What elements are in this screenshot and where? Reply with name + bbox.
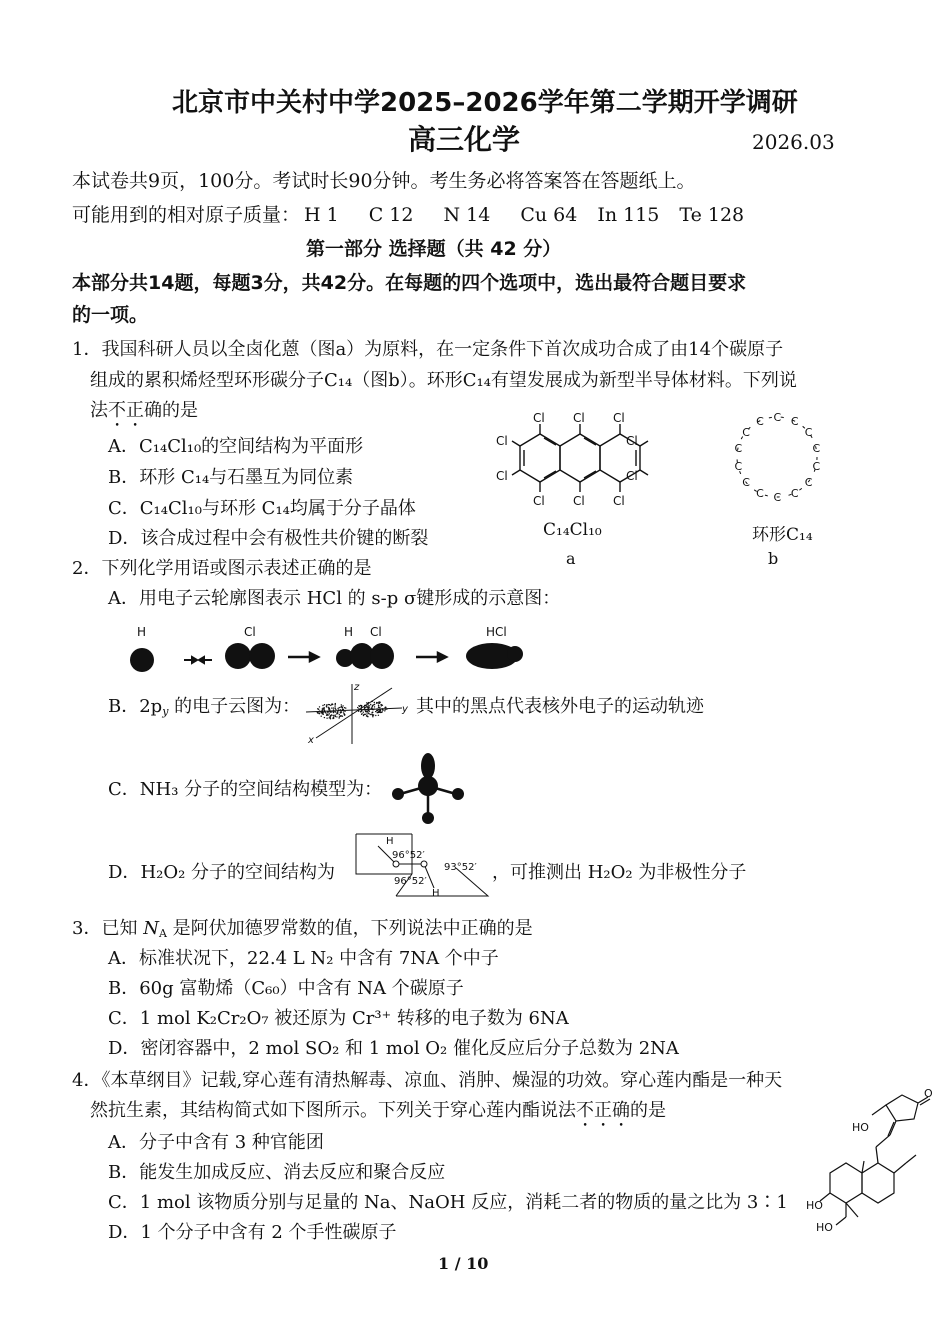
electron-dot xyxy=(373,714,374,715)
q1-line3-pre: 法 xyxy=(90,400,108,421)
electron-dot xyxy=(323,714,324,715)
cl-label: Cl xyxy=(613,411,625,425)
electron-dot xyxy=(335,704,336,705)
electron-dot xyxy=(329,713,330,714)
electron-dot xyxy=(378,705,379,706)
electron-dot xyxy=(343,713,344,714)
q4-emphasis: 不正确 xyxy=(576,1100,630,1121)
angle-label: 96°52′ xyxy=(394,876,427,887)
mass-h: H 1 xyxy=(304,204,339,226)
electron-dot xyxy=(372,706,373,707)
electron-dot xyxy=(333,709,334,710)
q2-option-b-post: 其中的黑点代表核外电子的运动轨迹 xyxy=(416,696,704,717)
q4-line2-post: 的是 xyxy=(630,1100,666,1121)
h-label: H xyxy=(137,625,147,639)
q3-option-b-text: 60g 富勒烯（C₆₀）中含有 NA 个碳原子 xyxy=(139,978,464,999)
fig-b-label: b xyxy=(768,549,779,568)
q1-emphasis: 不正 xyxy=(108,400,144,421)
q1-option-d xyxy=(108,524,428,550)
electron-dot xyxy=(384,710,385,711)
electron-dot xyxy=(324,711,325,712)
q4-option-a-text: 分子中含有 3 种官能团 xyxy=(139,1132,324,1153)
q2-option-d-post: ，可推测出 H₂O₂ 为非极性分子 xyxy=(492,862,747,883)
electron-dot xyxy=(341,704,342,705)
exam-date: 2026.03 xyxy=(752,130,835,154)
electron-dot xyxy=(377,710,378,711)
hcl-label: HCl xyxy=(486,625,507,639)
electron-dot xyxy=(337,708,338,709)
electron-dot xyxy=(331,703,332,704)
electron-dot xyxy=(321,712,322,713)
electron-dot xyxy=(330,715,331,716)
h-atom-label: H xyxy=(386,836,394,847)
atomic-masses-label: 可能用到的相对原子质量： xyxy=(72,204,301,226)
carbon-atom-label: C xyxy=(804,475,813,489)
anthracene-structure-figure xyxy=(490,408,650,518)
electron-dot xyxy=(372,705,373,706)
q2-option-d-label: D． xyxy=(108,862,141,883)
electron-dot xyxy=(317,708,318,709)
h2o2-structure-figure xyxy=(352,830,492,902)
cl-label: Cl xyxy=(370,625,382,639)
carbon-atom-label: C xyxy=(790,415,799,428)
q1-stem-line1: 1．我国科研人员以全卤化蒽（图a）为原料，在一定条件下首次成功合成了由14个碳原子 xyxy=(72,339,784,360)
q4-line2-pre: 然抗生素，其结构简式如下图所示。下列关于穿心莲内酯说法 xyxy=(90,1100,576,1121)
electron-dot xyxy=(380,704,381,705)
electron-dot xyxy=(376,708,377,709)
electron-dot xyxy=(359,706,360,707)
electron-dot xyxy=(336,716,337,717)
carbon-atom-label: C xyxy=(756,487,764,500)
q4-stem-line1: 4．《本草纲目》记载,穿心莲有清热解毒、凉血、消肿、燥湿的功效。穿心莲内酯是一种天 xyxy=(72,1070,783,1091)
electron-dot xyxy=(329,707,330,708)
electron-dot xyxy=(365,707,366,708)
electron-dot xyxy=(317,712,318,713)
q1-line3-post: 确的是 xyxy=(144,400,198,421)
electron-dot xyxy=(371,701,372,702)
q2-option-b-sub: y xyxy=(162,705,169,718)
q3-option-b-label: B． xyxy=(108,978,140,999)
electron-dot xyxy=(321,710,322,711)
electron-dot xyxy=(340,715,341,716)
electron-dot xyxy=(374,704,375,705)
q1-option-b-label: B． xyxy=(108,467,140,488)
q4-option-b-text: 能发生加成反应、消去反应和聚合反应 xyxy=(139,1162,446,1183)
electron-dot xyxy=(376,702,377,703)
electron-dot xyxy=(370,714,371,715)
electron-dot xyxy=(374,708,375,709)
electron-dot xyxy=(368,704,369,705)
q3-option-d xyxy=(108,1034,679,1060)
q3-option-a-text: 标准状况下，22.4 L N₂ 中含有 7NA 个中子 xyxy=(139,948,499,969)
electron-dot xyxy=(371,714,372,715)
cl-label: Cl xyxy=(626,434,638,448)
q1-option-b xyxy=(108,463,353,489)
electron-dot xyxy=(330,705,331,706)
cyclocarbon-ring-figure xyxy=(722,402,832,512)
electron-dot xyxy=(367,716,368,717)
q4-option-b xyxy=(108,1158,445,1184)
electron-dot xyxy=(364,709,365,710)
carbon-atom-label: C xyxy=(812,459,821,473)
q1-option-d-label: D． xyxy=(108,528,141,549)
electron-dot xyxy=(367,711,368,712)
q2-option-a-label: A． xyxy=(108,588,139,609)
fig-b-formula: 环形C₁₄ xyxy=(752,525,813,545)
q2-option-d-text: H₂O₂ 分子的空间结构为 xyxy=(140,862,336,883)
electron-dot xyxy=(340,707,341,708)
electron-dot xyxy=(330,718,331,719)
q3-option-c-label: C． xyxy=(108,1008,140,1029)
electron-dot xyxy=(342,716,343,717)
q1-option-d-text: 该合成过程中会有极性共价键的断裂 xyxy=(140,528,429,549)
electron-dot xyxy=(367,703,368,704)
electron-dot xyxy=(323,712,324,713)
electron-dot xyxy=(329,704,330,705)
electron-dot xyxy=(361,713,362,714)
page-number: 1 / 10 xyxy=(438,1254,489,1273)
o-label: O xyxy=(924,1087,933,1100)
electron-dot xyxy=(366,713,367,714)
electron-dot xyxy=(362,709,363,710)
fig-a-label: a xyxy=(566,549,576,568)
electron-dot xyxy=(358,710,359,711)
electron-dot xyxy=(360,705,361,706)
electron-dot xyxy=(364,707,365,708)
electron-dot xyxy=(379,707,380,708)
q3-na: N xyxy=(143,918,159,939)
electron-dot xyxy=(368,712,369,713)
q1-option-a xyxy=(108,432,363,458)
carbon-atom-label: C xyxy=(734,442,743,456)
q1-stem-line3 xyxy=(90,396,198,431)
q4-option-a-label: A． xyxy=(108,1132,139,1153)
electron-dot xyxy=(326,704,327,705)
electron-dot xyxy=(320,711,321,712)
carbon-atom-label: C xyxy=(812,442,821,456)
electron-dot xyxy=(321,716,322,717)
electron-dot xyxy=(375,711,376,712)
carbon-atom-label: C xyxy=(742,426,750,440)
electron-dot xyxy=(335,709,336,710)
electron-dot xyxy=(378,715,379,716)
electron-dot xyxy=(325,712,326,713)
electron-dot xyxy=(333,711,334,712)
electron-dot xyxy=(332,711,333,712)
electron-dot xyxy=(338,709,339,710)
electron-dot xyxy=(365,705,366,706)
ho-label: HO xyxy=(806,1199,823,1212)
cl-label: Cl xyxy=(626,469,638,483)
cl-label: Cl xyxy=(244,625,256,639)
carbon-atom-label: C xyxy=(756,415,764,428)
electron-dot xyxy=(333,717,334,718)
q2-option-b xyxy=(108,692,300,718)
electron-dot xyxy=(370,704,371,705)
atomic-masses xyxy=(72,200,744,227)
electron-dot xyxy=(377,712,378,713)
intro-line: 本试卷共9页，100分。考试时长90分钟。考生务必将答案答在答题纸上。 xyxy=(72,170,696,192)
electron-dot xyxy=(329,711,330,712)
q2-option-a-text: 用电子云轮廓图表示 HCl 的 s-p σ键形成的示意图： xyxy=(139,588,561,609)
q1-option-b-text: 环形 C₁₄与石墨互为同位素 xyxy=(139,467,354,488)
q1-option-c xyxy=(108,494,416,520)
electron-dot xyxy=(378,709,379,710)
carbon-atom-label: C xyxy=(804,426,813,440)
electron-dot xyxy=(378,707,379,708)
electron-dot xyxy=(343,711,344,712)
electron-dot xyxy=(327,714,328,715)
q3-option-a xyxy=(108,944,499,970)
electron-dot xyxy=(343,709,344,710)
electron-cloud-diagram xyxy=(120,622,540,678)
electron-dot xyxy=(331,707,332,708)
q3-option-c-text: 1 mol K₂Cr₂O₇ 被还原为 Cr³⁺ 转移的电子数为 6NA xyxy=(139,1008,569,1029)
electron-dot xyxy=(336,713,337,714)
carbon-atom-label: C xyxy=(773,411,782,424)
electron-dot xyxy=(360,711,361,712)
electron-dot xyxy=(372,712,373,713)
electron-dot xyxy=(358,708,359,709)
cl-label: Cl xyxy=(533,411,545,425)
mass-te: Te 128 xyxy=(679,204,745,226)
electron-dot xyxy=(369,711,370,712)
electron-dot xyxy=(334,707,335,708)
electron-dot xyxy=(322,705,323,706)
q3-option-d-label: D． xyxy=(108,1038,141,1059)
q3-stem xyxy=(72,914,533,940)
q2-option-a xyxy=(108,584,560,610)
electron-dot xyxy=(337,712,338,713)
electron-dot xyxy=(332,715,333,716)
cl-label: Cl xyxy=(613,494,625,508)
electron-dot xyxy=(378,702,379,703)
x-axis-label: x xyxy=(308,735,314,746)
electron-dot xyxy=(367,706,368,707)
electron-dot xyxy=(324,704,325,705)
electron-dot xyxy=(385,707,386,708)
part1-instruction-line2: 的一项。 xyxy=(72,304,149,326)
ho-label: HO xyxy=(816,1221,833,1234)
cl-label: Cl xyxy=(573,411,585,425)
part1-instruction-line1: 本部分共14题，每题3分，共42分。在每题的四个选项中，选出最符合题目要求 xyxy=(72,272,747,294)
q3-option-a-label: A． xyxy=(108,948,139,969)
cl-label: Cl xyxy=(496,469,508,483)
electron-dot xyxy=(333,707,334,708)
q1-stem-line2: 组成的累积烯烃型环形碳分子C₁₄（图b）。环形C₁₄有望发展成为新型半导体材料。下列说 xyxy=(90,370,797,391)
q2-option-c-label: C． xyxy=(108,779,140,800)
electron-dot xyxy=(319,706,320,707)
q2-option-b-label: B． xyxy=(108,696,140,717)
electron-dot xyxy=(326,706,327,707)
electron-dot xyxy=(329,716,330,717)
mass-in: In 115 xyxy=(597,204,660,226)
electron-dot xyxy=(319,712,320,713)
electron-dot xyxy=(324,709,325,710)
electron-dot xyxy=(344,711,345,712)
cl-label: Cl xyxy=(533,494,545,508)
cl-label: Cl xyxy=(496,434,508,448)
h-label: H xyxy=(344,625,354,639)
q4-option-c-label: C． xyxy=(108,1192,140,1213)
electron-dot xyxy=(334,705,335,706)
q4-option-d-label: D． xyxy=(108,1222,141,1243)
exam-title: 北京市中关村中学2025–2026学年第二学期开学调研 xyxy=(172,88,798,118)
q4-option-d xyxy=(108,1218,397,1244)
part1-heading: 第一部分 选择题（共 42 分） xyxy=(306,238,562,260)
electron-dot xyxy=(382,705,383,706)
electron-dot xyxy=(364,714,365,715)
electron-dot xyxy=(342,705,343,706)
q3-option-c xyxy=(108,1004,569,1030)
electron-dot xyxy=(382,709,383,710)
q4-option-d-text: 1 个分子中含有 2 个手性碳原子 xyxy=(140,1222,397,1243)
electron-dot xyxy=(385,709,386,710)
electron-dot xyxy=(335,716,336,717)
q1-option-c-label: C． xyxy=(108,498,140,519)
h-atom-label: H xyxy=(432,888,440,899)
electron-dot xyxy=(342,707,343,708)
electron-dot xyxy=(375,715,376,716)
electron-dot xyxy=(339,714,340,715)
carbon-atom-label: C xyxy=(790,487,799,500)
q1-option-c-text: C₁₄Cl₁₀与环形 C₁₄均属于分子晶体 xyxy=(139,498,416,519)
q2-option-c-text: NH₃ 分子的空间结构模型为： xyxy=(139,779,383,800)
electron-dot xyxy=(374,706,375,707)
electron-dot xyxy=(345,707,346,708)
electron-dot xyxy=(319,710,320,711)
y-axis-label: y xyxy=(402,704,408,715)
q3-stem-pre: 3．已知 xyxy=(72,918,144,939)
q1-option-a-label: A． xyxy=(108,436,139,457)
electron-dot xyxy=(360,708,361,709)
electron-dot xyxy=(357,707,358,708)
q2-stem: 2．下列化学用语或图示表述正确的是 xyxy=(72,558,372,579)
q3-na-sub: A xyxy=(158,927,167,940)
electron-dot xyxy=(335,714,336,715)
electron-dot xyxy=(329,710,330,711)
q2-option-b-mid: 的电子云图为： xyxy=(168,696,301,717)
mass-c: C 12 xyxy=(368,204,414,226)
q3-option-d-text: 密闭容器中，2 mol SO₂ 和 1 mol O₂ 催化反应后分子总数为 2NA xyxy=(140,1038,679,1059)
electron-dot xyxy=(379,702,380,703)
angle-label: 93°52′ xyxy=(444,862,477,873)
q1-option-a-text: C₁₄Cl₁₀的空间结构为平面形 xyxy=(139,436,364,457)
q3-stem-post: 是阿伏加德罗常数的值，下列说法中正确的是 xyxy=(166,918,533,939)
electron-dot xyxy=(335,711,336,712)
electron-dot xyxy=(381,705,382,706)
mass-cu: Cu 64 xyxy=(520,204,578,226)
q2-option-b-pre: 2p xyxy=(139,696,163,717)
electron-dot xyxy=(324,707,325,708)
electron-dot xyxy=(372,708,373,709)
nh3-model-figure xyxy=(378,750,478,830)
electron-dot xyxy=(386,709,387,710)
electron-dot xyxy=(369,707,370,708)
2py-cloud-figure xyxy=(296,680,412,748)
electron-dot xyxy=(340,709,341,710)
electron-dot xyxy=(366,715,367,716)
angle-label: 96°52′ xyxy=(392,850,425,861)
electron-dot xyxy=(374,702,375,703)
cl-label: Cl xyxy=(573,494,585,508)
electron-dot xyxy=(326,718,327,719)
electron-dot xyxy=(339,707,340,708)
q4-stem-line2 xyxy=(90,1096,666,1131)
electron-dot xyxy=(344,707,345,708)
electron-dot xyxy=(324,717,325,718)
carbon-atom-label: C xyxy=(742,475,750,489)
carbon-atom-label: C xyxy=(734,459,743,473)
electron-dot xyxy=(369,705,370,706)
q4-option-b-label: B． xyxy=(108,1162,140,1183)
electron-dot xyxy=(367,708,368,709)
andrographolide-structure-figure xyxy=(806,1085,946,1245)
electron-dot xyxy=(328,711,329,712)
z-axis-label: z xyxy=(354,682,360,693)
q2-option-d xyxy=(108,858,335,884)
subject-title: 高三化学 xyxy=(408,123,521,156)
q4-option-c-text: 1 mol 该物质分别与足量的 Na、NaOH 反应，消耗二者的物质的量之比为 3∶1 xyxy=(139,1192,788,1213)
fig-a-formula: C₁₄Cl₁₀ xyxy=(543,520,602,540)
q4-option-c xyxy=(108,1188,788,1214)
q2-option-c xyxy=(108,775,382,801)
q4-option-a xyxy=(108,1128,324,1154)
mass-n: N 14 xyxy=(443,204,491,226)
carbon-atom-label: C xyxy=(773,491,782,504)
electron-dot xyxy=(363,712,364,713)
ho-label: HO xyxy=(852,1121,869,1134)
electron-dot xyxy=(338,717,339,718)
electron-dot xyxy=(382,711,383,712)
electron-dot xyxy=(340,711,341,712)
q3-option-b xyxy=(108,974,464,1000)
